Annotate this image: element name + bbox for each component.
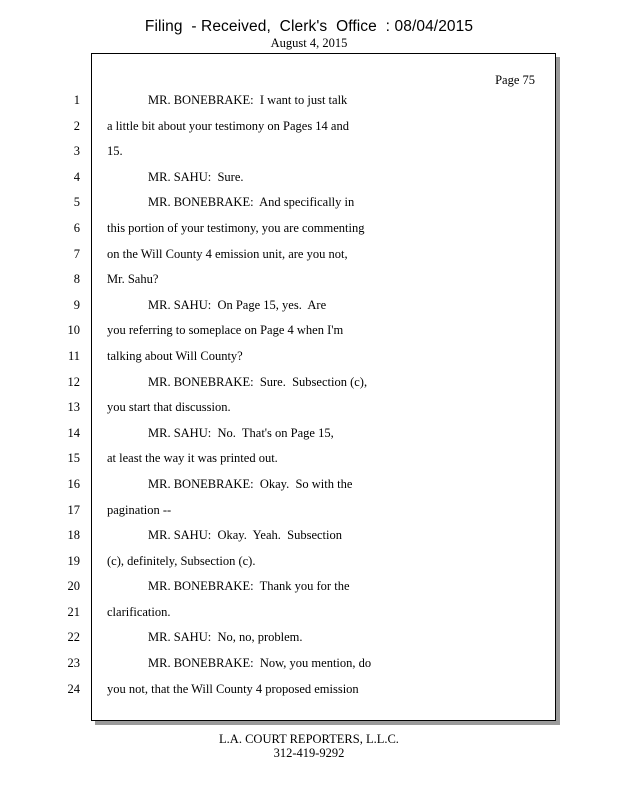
footer-phone: 312-419-9292 xyxy=(273,745,345,760)
line-number: 5 xyxy=(73,195,80,210)
transcript-line xyxy=(0,373,618,399)
footer xyxy=(0,733,618,760)
transcript-line xyxy=(0,475,618,501)
line-number: 22 xyxy=(67,630,80,645)
line-number: 10 xyxy=(67,323,80,338)
transcript-line xyxy=(0,424,618,450)
line-text: MR. BONEBRAKE: Okay. So with the xyxy=(148,476,353,491)
line-text: on the Will County 4 emission unit, are you not, xyxy=(107,246,348,261)
transcript-line xyxy=(0,270,618,296)
line-text: MR. SAHU: No, no, problem. xyxy=(148,630,303,645)
line-number: 21 xyxy=(67,604,80,619)
transcript-line xyxy=(0,321,618,347)
line-text: MR. SAHU: Sure. xyxy=(148,169,244,184)
line-number: 11 xyxy=(67,348,80,363)
line-number: 9 xyxy=(73,297,80,312)
footer-company: L.A. COURT REPORTERS, L.L.C. xyxy=(219,732,399,746)
line-number: 6 xyxy=(73,220,80,235)
transcript-line xyxy=(0,245,618,271)
transcript-line xyxy=(0,577,618,603)
transcript-line xyxy=(0,91,618,117)
line-number: 20 xyxy=(67,579,80,594)
line-number: 4 xyxy=(73,169,80,184)
line-number: 12 xyxy=(67,374,80,389)
transcript-line xyxy=(0,501,618,527)
line-number: 15 xyxy=(67,451,80,466)
line-text: clarification. xyxy=(107,604,171,619)
line-number: 19 xyxy=(67,553,80,568)
line-text: you referring to someplace on Page 4 when I'm xyxy=(107,323,344,338)
transcript-line xyxy=(0,628,618,654)
transcript-line xyxy=(0,168,618,194)
transcript-line xyxy=(0,398,618,424)
line-text: you start that discussion. xyxy=(107,400,231,415)
line-text: talking about Will County? xyxy=(107,348,243,363)
line-text: MR. BONEBRAKE: And specifically in xyxy=(148,195,355,210)
line-number: 7 xyxy=(73,246,80,261)
line-number: 2 xyxy=(73,118,80,133)
transcript-line xyxy=(0,347,618,373)
transcript-line xyxy=(0,117,618,143)
line-text: MR. SAHU: Okay. Yeah. Subsection xyxy=(148,528,342,543)
line-number: 3 xyxy=(73,144,80,159)
filing-stamp: Filing - Received, Clerk's Office : 08/04/2015 xyxy=(144,18,474,35)
transcript-line xyxy=(0,142,618,168)
transcript-lines xyxy=(0,91,618,705)
line-number: 13 xyxy=(67,400,80,415)
line-text: pagination -- xyxy=(107,502,172,517)
line-text: Mr. Sahu? xyxy=(107,272,159,287)
line-number: 23 xyxy=(67,656,80,671)
page-number: Page 75 xyxy=(495,73,535,87)
line-text: (c), definitely, Subsection (c). xyxy=(107,553,256,568)
line-text: at least the way it was printed out. xyxy=(107,451,278,466)
line-number: 24 xyxy=(67,681,80,696)
line-text: a little bit about your testimony on Pages 14 and xyxy=(107,118,349,133)
transcript-line xyxy=(0,680,618,706)
transcript-line xyxy=(0,552,618,578)
line-number: 16 xyxy=(67,476,80,491)
transcript-line xyxy=(0,296,618,322)
line-number: 14 xyxy=(67,425,80,440)
line-text: 15. xyxy=(107,144,123,159)
line-number: 17 xyxy=(67,502,80,517)
transcript-line xyxy=(0,526,618,552)
line-number: 8 xyxy=(73,272,80,287)
transcript-line xyxy=(0,219,618,245)
transcript-line xyxy=(0,193,618,219)
line-text: MR. BONEBRAKE: Thank you for the xyxy=(148,579,350,594)
transcript-line xyxy=(0,603,618,629)
line-text: you not, that the Will County 4 proposed emission xyxy=(107,681,359,696)
header-date: August 4, 2015 xyxy=(270,36,348,50)
line-number: 1 xyxy=(73,93,80,107)
line-text: MR. BONEBRAKE: I want to just talk xyxy=(148,93,348,107)
transcript-line xyxy=(0,449,618,475)
line-text: MR. SAHU: No. That's on Page 15, xyxy=(148,425,334,440)
line-text: MR. BONEBRAKE: Sure. Subsection (c), xyxy=(148,374,368,389)
line-text: this portion of your testimony, you are commenting xyxy=(107,220,365,235)
line-text: MR. BONEBRAKE: Now, you mention, do xyxy=(148,656,372,671)
line-number: 18 xyxy=(67,528,80,543)
transcript-line xyxy=(0,654,618,680)
line-text: MR. SAHU: On Page 15, yes. Are xyxy=(148,297,327,312)
